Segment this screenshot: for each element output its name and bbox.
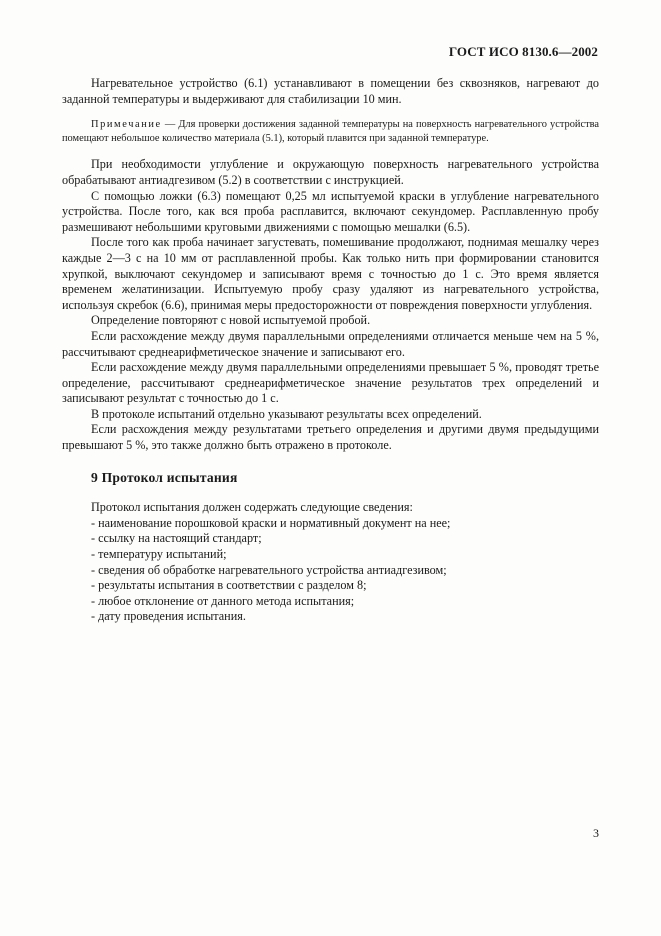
list-item: - ссылку на настоящий стандарт;	[91, 531, 262, 546]
paragraph-gelation: После того как проба начинает загустевать, помешивание продолжают, поднимая мешалку через каждые 2—3 с на 10 мм от расплавленной пробы. Как только нить при формировании становится хрупкой, выключают секундомер и записывают время с точностью до 1 с. Это время является временем желатинизации. Испытуемую пробу сразу удаляют из нагревательного устройства, используя скребок (6.6), принимая меры предосторожности от повреждения поверхности углубления.	[62, 235, 599, 312]
section-intro: Протокол испытания должен содержать следующие сведения:	[91, 500, 413, 515]
note-text: — Для проверки достижения заданной температуры на поверхность нагревательного устройства помещают небольшое количество материала (5.1), который плавится при заданной температуре.	[62, 119, 599, 144]
list-item: - результаты испытания в соответствии с разделом 8;	[91, 578, 367, 593]
paragraph-heating-device: Нагревательное устройство (6.1) устанавливают в помещении без сквозняков, нагревают до заданной температуры и выдерживают для стабилизации 10 мин.	[62, 76, 599, 106]
note	[62, 118, 599, 145]
report-items-list	[62, 516, 599, 625]
paragraph-antiadhesive: При необходимости углубление и окружающую поверхность нагревательного устройства обрабатывают антиадгезивом (5.2) в соответствии с инструкцией.	[62, 157, 599, 187]
page-number: 3	[593, 826, 599, 840]
list-item: - температуру испытаний;	[91, 547, 227, 562]
paragraph-repeat: Определение повторяют с новой испытуемой пробой.	[91, 313, 371, 328]
list-item: - наименование порошковой краски и нормативный документ на нее;	[91, 515, 451, 530]
paragraph-third-discrepancy: Если расхождения между результатами третьего определения и другими двумя предыдущими превышают 5 %, это также должно быть отражено в протоколе.	[62, 422, 599, 453]
list-item: - любое отклонение от данного метода испытания;	[91, 593, 355, 608]
paragraph-discrepancy-more: Если расхождение между двумя параллельными определениями превышает 5 %, проводят третье определение, рассчитывают среднеарифметическое значение результатов трех определений и записывают результат с точностью до 1 с.	[62, 360, 599, 406]
section-heading: 9 Протокол испытания	[91, 469, 238, 485]
list-item: - дату проведения испытания.	[91, 609, 246, 624]
document-header: ГОСТ ИСО 8130.6—2002	[448, 44, 598, 59]
document-body	[62, 76, 599, 625]
note-label: Примечание	[91, 119, 162, 131]
paragraph-discrepancy-less: Если расхождение между двумя параллельными определениями отличается меньше чем на 5 %, рассчитывают среднеарифметическое значение и записывают его.	[62, 328, 599, 359]
paragraph-spoon: С помощью ложки (6.3) помещают 0,25 мл испытуемой краски в углубление нагревательного устройства. После того, как вся проба расплавится, включают секундомер. Расплавленную пробу размешивают небольшими круговыми движениями с помощью мешалки (6.5).	[62, 188, 599, 234]
paragraph-report-results: В протоколе испытаний отдельно указывают результаты всех определений.	[91, 406, 482, 421]
list-item: - сведения об обработке нагревательного устройства антиадгезивом;	[91, 562, 447, 577]
